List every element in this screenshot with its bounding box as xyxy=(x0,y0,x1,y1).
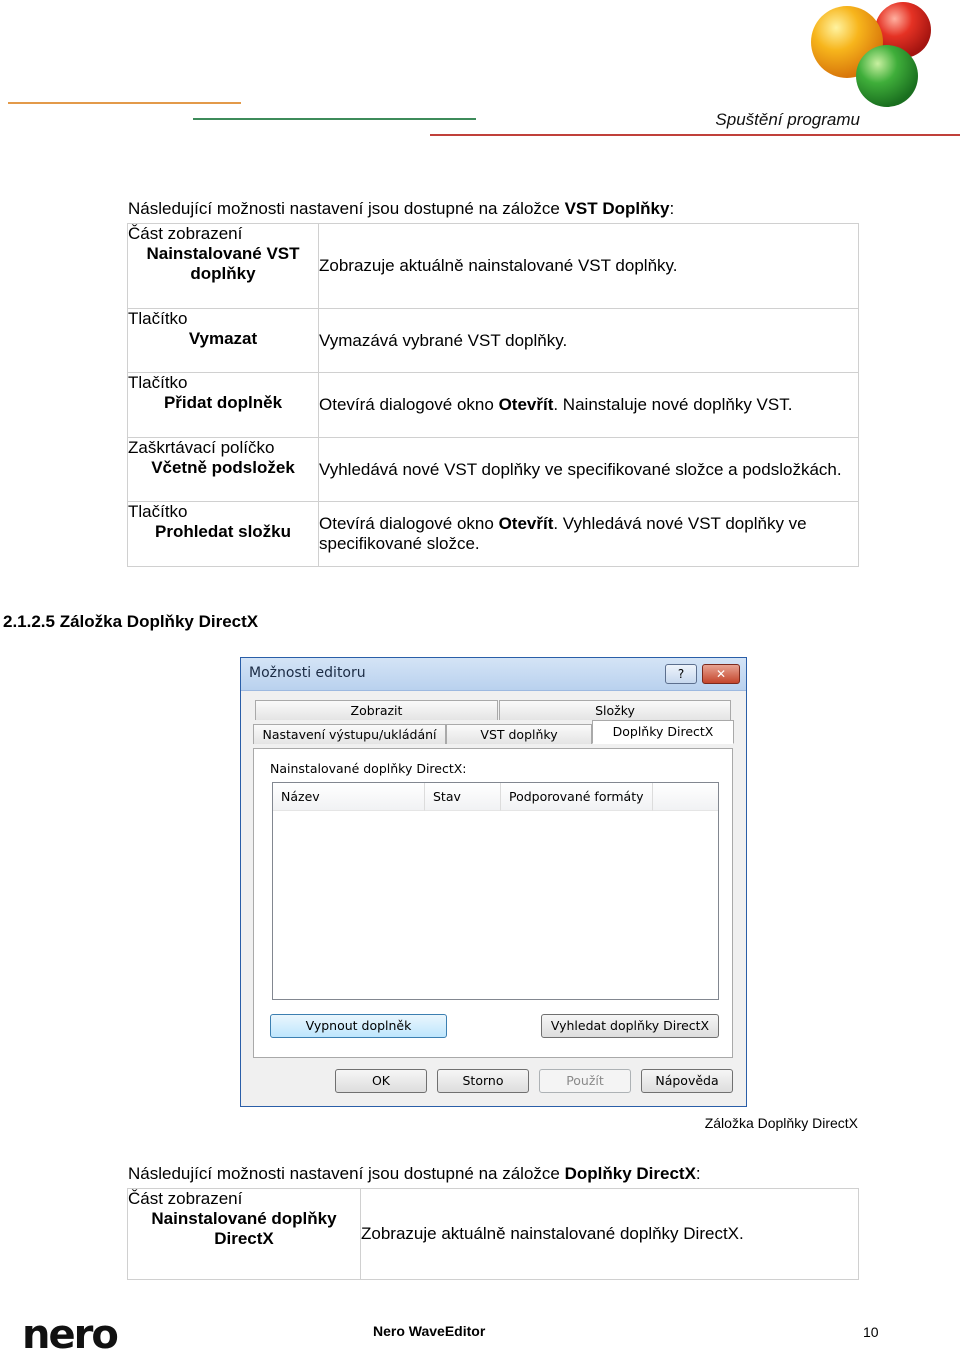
column-header-status[interactable]: Stav xyxy=(425,783,501,811)
header-line-orange xyxy=(8,102,241,104)
option-cell xyxy=(128,224,319,309)
option-kind: Část zobrazení xyxy=(128,224,243,243)
option-cell xyxy=(128,502,319,567)
option-kind: Zaškrtávací políčko xyxy=(128,438,275,457)
header-line-red xyxy=(430,134,960,136)
option-cell xyxy=(128,1189,361,1280)
option-cell xyxy=(128,373,319,438)
option-description xyxy=(319,502,859,567)
directx-options-table xyxy=(127,1188,859,1280)
vst-options-table xyxy=(127,223,859,567)
dialog-name: Otevřít xyxy=(498,395,554,414)
tab-vst-plugins[interactable]: VST doplňky xyxy=(446,724,592,744)
apply-button[interactable]: Použít xyxy=(539,1069,631,1093)
column-header-name[interactable]: Název xyxy=(273,783,425,811)
description-text: Otevírá dialogové okno xyxy=(319,395,499,414)
option-cell xyxy=(128,309,319,373)
vst-intro: Následující možnosti nastavení jsou dostupné na záložce VST Doplňky: xyxy=(128,199,675,218)
close-icon[interactable]: ✕ xyxy=(702,664,740,684)
option-kind: Tlačítko xyxy=(128,373,188,392)
help-icon[interactable]: ? xyxy=(665,664,697,684)
page-number: 10 xyxy=(863,1324,879,1340)
option-description xyxy=(319,438,859,502)
section-heading: 2.1.2.5 Záložka Doplňky DirectX xyxy=(3,612,259,631)
option-name: Vymazat xyxy=(188,329,258,348)
cancel-button[interactable]: Storno xyxy=(437,1069,529,1093)
editor-options-dialog xyxy=(240,657,747,1107)
section-title: Spuštění programu xyxy=(715,110,860,129)
description-text: Vyhledává nové VST doplňky ve specifikované složce a podsložkách. xyxy=(319,459,842,479)
column-header-filler xyxy=(653,783,718,811)
option-name: Včetně podsložek xyxy=(151,458,295,477)
option-description xyxy=(319,309,859,373)
option-description xyxy=(319,373,859,438)
description-text: . Nainstaluje nové doplňky VST. xyxy=(553,395,793,414)
directx-intro: Následující možnosti nastavení jsou dostupné na záložce Doplňky DirectX: xyxy=(128,1164,701,1183)
option-kind: Tlačítko xyxy=(128,502,188,521)
column-header-formats[interactable]: Podporované formáty xyxy=(501,783,653,811)
nero-logo: nero xyxy=(22,1312,117,1358)
footer-product: Nero WaveEditor xyxy=(373,1323,486,1339)
description-text: Zobrazuje aktuálně nainstalované VST doplňky. xyxy=(319,256,678,275)
directx-tab-panel xyxy=(253,748,733,1058)
ok-button[interactable]: OK xyxy=(335,1069,427,1093)
tab-slozky[interactable]: Složky xyxy=(499,700,731,720)
tab-directx-plugins[interactable]: Doplňky DirectX xyxy=(592,720,734,744)
option-name: Prohledat složku xyxy=(154,522,292,541)
disable-plugin-button[interactable]: Vypnout doplněk xyxy=(270,1014,447,1038)
installed-directx-label: Nainstalované doplňky DirectX: xyxy=(270,761,467,776)
option-description xyxy=(361,1189,859,1280)
option-kind: Část zobrazení xyxy=(128,1189,243,1208)
option-name: Přidat doplněk xyxy=(163,393,283,412)
colored-balls-logo xyxy=(805,0,935,110)
option-description xyxy=(319,224,859,309)
tab-zobrazit[interactable]: Zobrazit xyxy=(255,700,498,720)
option-name: Nainstalované doplňky DirectX xyxy=(151,1209,337,1248)
help-button[interactable]: Nápověda xyxy=(641,1069,733,1093)
tab-output-settings[interactable]: Nastavení výstupu/ukládání xyxy=(253,724,446,744)
search-directx-button[interactable]: Vyhledat doplňky DirectX xyxy=(541,1014,719,1038)
dialog-titlebar xyxy=(241,658,746,691)
description-text: . Vyhledává nové VST doplňky ve specifikované složce. xyxy=(319,514,807,553)
dialog-name: Otevřít xyxy=(498,514,554,533)
directx-plugin-list[interactable] xyxy=(272,782,719,1000)
description-text: Zobrazuje aktuálně nainstalované doplňky DirectX. xyxy=(361,1224,744,1243)
option-kind: Tlačítko xyxy=(128,309,188,328)
option-name: Nainstalované VST doplňky xyxy=(146,244,300,283)
dialog-title: Možnosti editoru xyxy=(249,665,366,681)
option-cell xyxy=(128,438,319,502)
description-text: Vymazává vybrané VST doplňky. xyxy=(319,330,568,350)
description-text: Otevírá dialogové okno xyxy=(319,514,499,533)
figure-caption: Záložka Doplňky DirectX xyxy=(704,1115,858,1131)
header-line-green xyxy=(193,118,476,120)
